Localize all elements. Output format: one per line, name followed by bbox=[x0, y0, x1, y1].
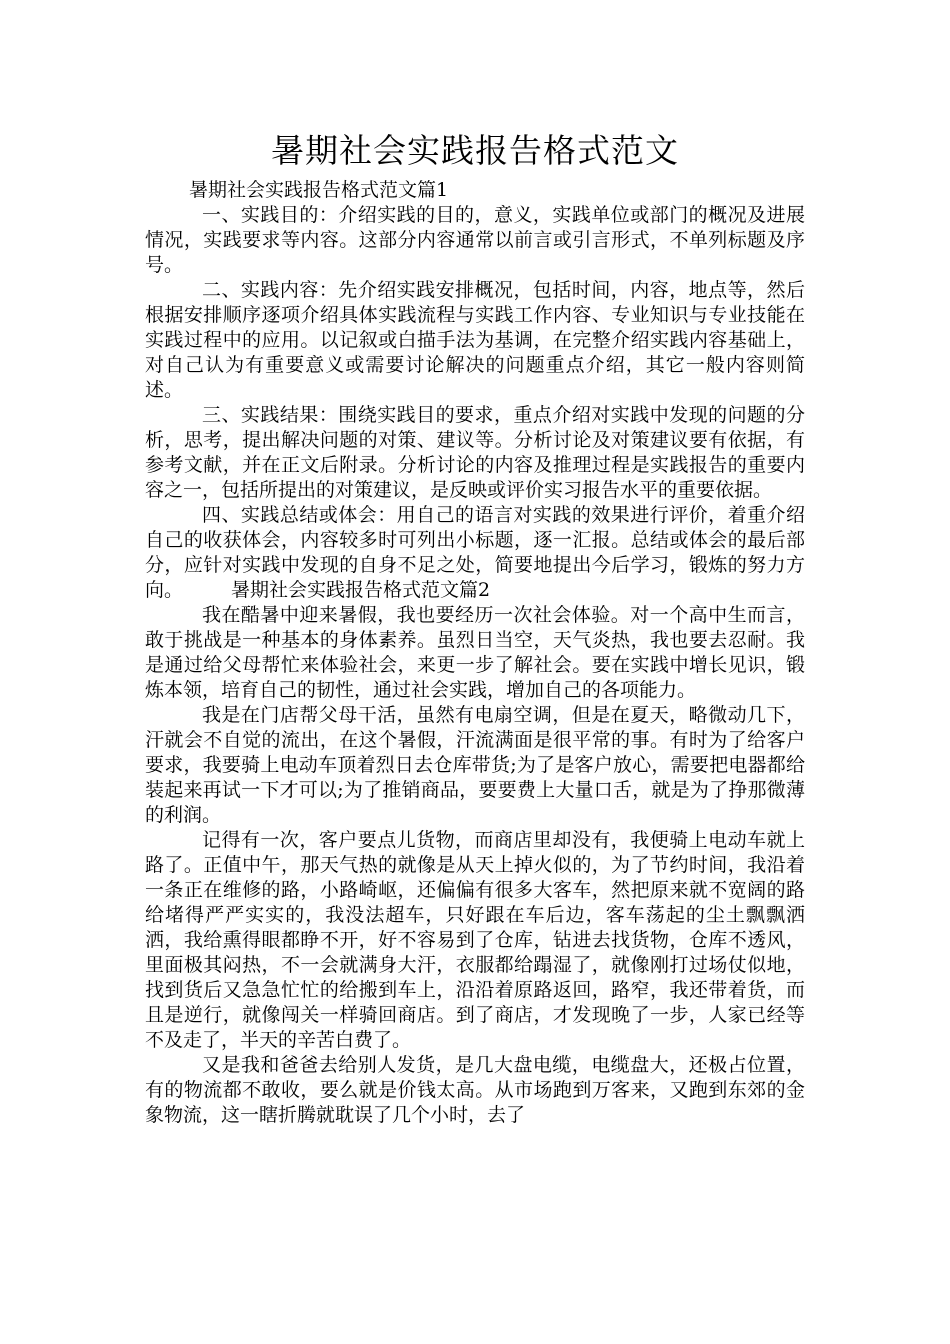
paragraph: 我是在门店帮父母干活，虽然有电扇空调，但是在夏天，略微动几下，汗就会不自觉的流出，在这个暑假，汗流满面是很平常的事。有时为了给客户要求，我要骑上电动车顶着烈日去仓库带货;为了是客户放心，需要把电器都给装起来再试一下才可以;为了推销商品，要要费上大量口舌，就是为了挣那微薄的利润。 bbox=[145, 704, 805, 826]
document-title: 暑期社会实践报告格式范文 bbox=[271, 131, 679, 170]
section-heading-1: 暑期社会实践报告格式范文篇1 bbox=[189, 179, 449, 201]
paragraph: 三、实践结果：围绕实践目的要求，重点介绍对实践中发现的问题的分析，思考，提出解决问题的对策、建议等。分析讨论及对策建议要有依据，有参考文献，并在正文后附录。分析讨论的内容及推理过程是实践报告的重要内容之一，包括所提出的对策建议，是反映或评价实习报告水平的重要依据。 bbox=[145, 404, 805, 501]
paragraph: 记得有一次，客户要点儿货物，而商店里却没有，我便骑上电动车就上路了。正值中午，那天气热的就像是从天上掉火似的，为了节约时间，我沿着一条正在维修的路，小路崎岖，还偏偏有很多大客车，然把原来就不宽阔的路给堵得严严实实的，我没法超车，只好跟在车后边，客车荡起的尘土飘飘洒洒，我给熏得眼都睁不开，好不容易到了仓库，钻进去找货物，仓库不透风，里面极其闷热，不一会就满身大汗，衣服都给蹋湿了，就像刚打过场仗似地，找到货后又急急忙忙的给搬到车上，沿沿着原路返回，路窄，我还带着货，而且是逆行，就像闯关一样骑回商店。到了商店，才发现晚了一步，人家已经等不及走了，半天的辛苦白费了。 bbox=[145, 829, 805, 1051]
paragraph: 一、实践目的：介绍实践的目的，意义，实践单位或部门的概况及进展情况，实践要求等内容。这部分内容通常以前言或引言形式，不单列标题及序号。 bbox=[145, 204, 805, 276]
paragraph-text: 四、实践总结或体会：用自己的语言对实践的效果进行评价，着重介绍自己的收获体会，内容较多时可列出小标题，逐一汇报。总结或体会的最后部分，应针对实践中发现的自身不足之处，简要地提出今后学习，锻炼的努力方向。 bbox=[145, 504, 805, 601]
paragraph: 二、实践内容：先介绍实践安排概况，包括时间，内容，地点等，然后根据安排顺序逐项介绍具体实践流程与实践工作内容、专业知识与专业技能在实践过程中的应用。以记叙或白描手法为基调，在完整介绍实践内容基础上，对自己认为有重要意义或需要讨论解决的问题重点介绍，其它一般内容则简述。 bbox=[145, 279, 805, 401]
paragraph: 又是我和爸爸去给别人发货，是几大盘电缆，电缆盘大，还极占位置，有的物流都不敢收，要么就是价钱太高。从市场跑到万客来，又跑到东郊的金象物流，这一瞎折腾就耽误了几个小时，去了 bbox=[145, 1054, 805, 1126]
paragraph-with-inline-heading bbox=[145, 503, 805, 603]
document-page bbox=[145, 128, 805, 1128]
paragraph: 我在酷暑中迎来暑假，我也要经历一次社会体验。对一个高中生而言，敢于挑战是一种基本的身体素养。虽烈日当空，天气炎热，我也要去忍耐。我是通过给父母帮忙来体验社会，来更一步了解社会。要在实践中增长见识，锻炼本领，培育自己的韧性，通过社会实践，增加自己的各项能力。 bbox=[145, 604, 805, 701]
section-heading-2: 暑期社会实践报告格式范文篇2 bbox=[231, 579, 491, 601]
